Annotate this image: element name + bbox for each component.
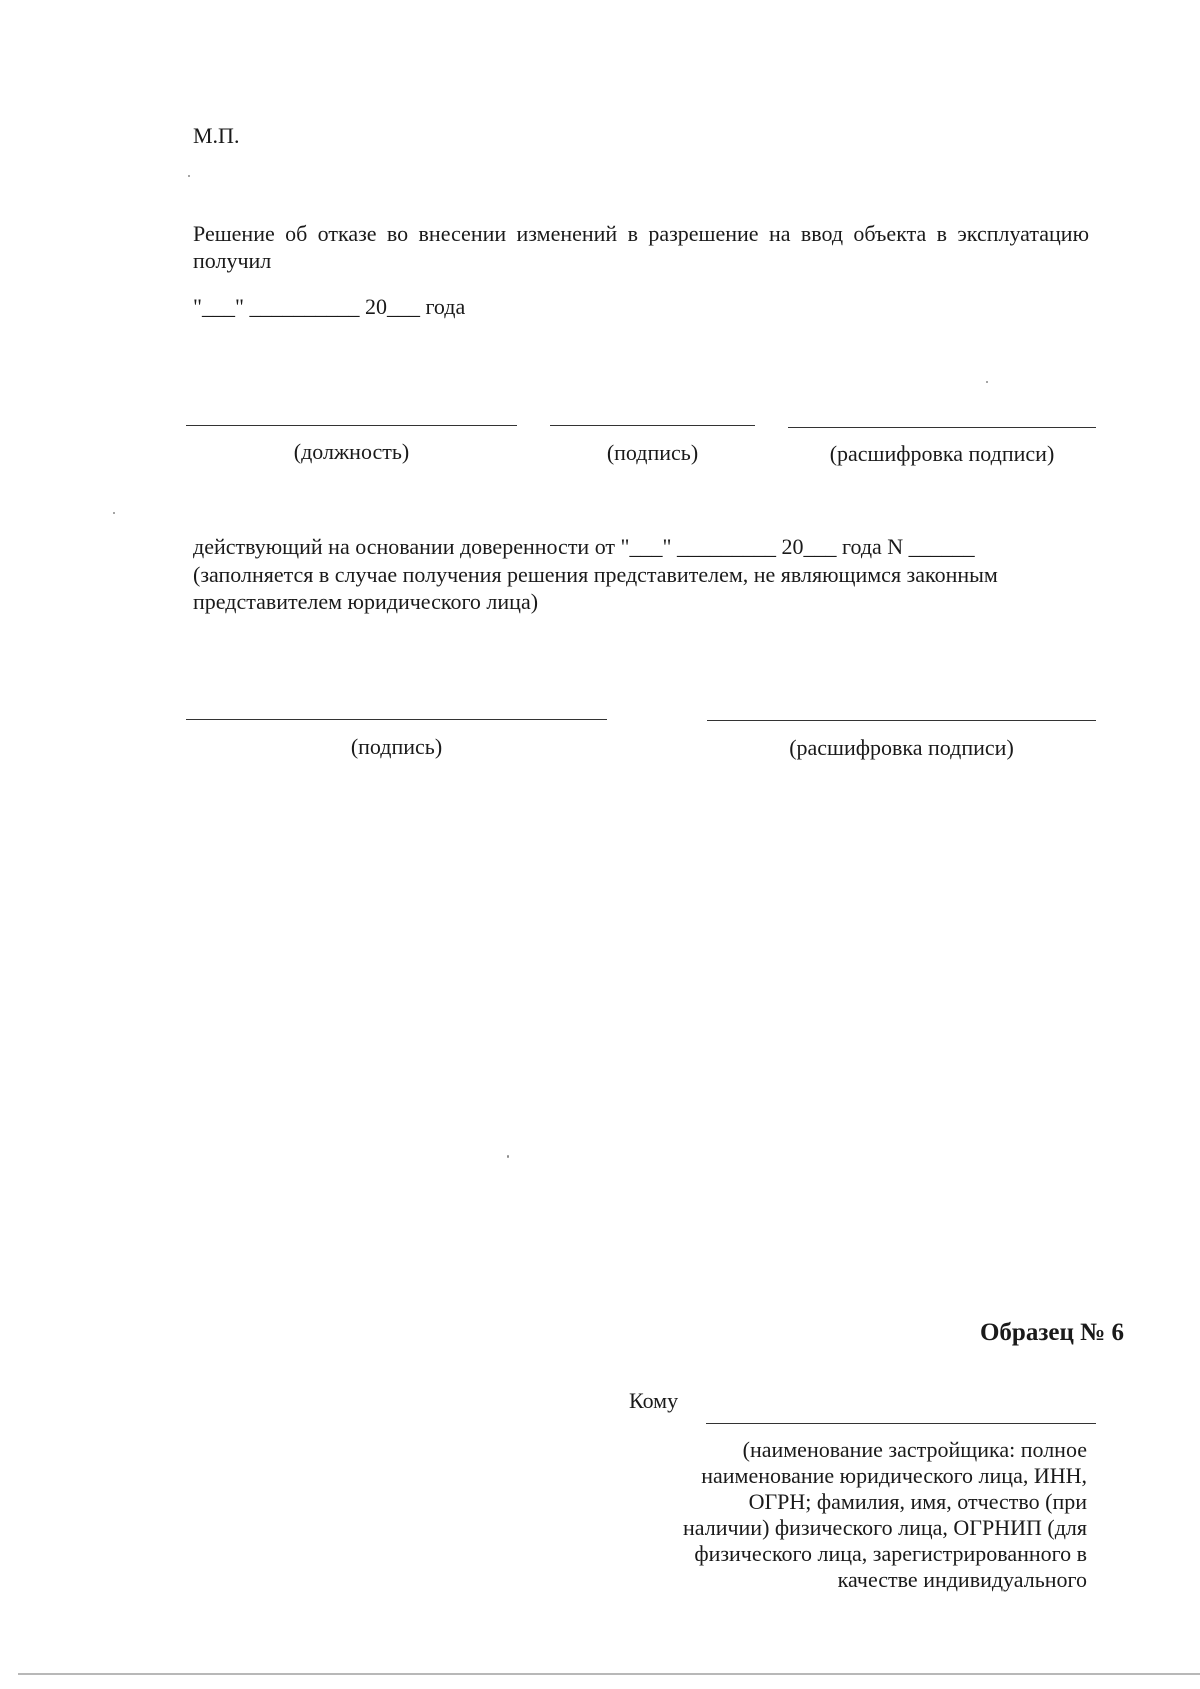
proxy-note-line-1: (заполняется в случае получения решения представителем, не являющимся законным — [193, 562, 998, 587]
proxy-note-line-2: представителем юридического лица) — [193, 589, 539, 614]
decryption-caption: (расшифровка подписи) — [829, 441, 1055, 466]
receipt-date-line: "___" __________ 20___ года — [193, 294, 466, 319]
recipient-description-line-4: наличии) физического лица, ОГРНИП (для — [682, 1515, 1087, 1540]
recipient-description-line-3: ОГРН; фамилия, имя, отчество (при — [748, 1489, 1087, 1514]
position-caption: (должность) — [293, 439, 410, 464]
decryption-caption-2: (расшифровка подписи) — [789, 735, 1014, 760]
scan-speck — [113, 512, 115, 514]
scan-speck — [188, 175, 190, 177]
signature-caption-2: (подпись) — [350, 734, 443, 759]
position-line — [186, 425, 517, 426]
proxy-basis-line: действующий на основании доверенности от "___" _________ 20___ года N ______ — [193, 534, 975, 559]
decryption-line-2 — [707, 720, 1096, 721]
recipient-description-line-2: наименование юридического лица, ИНН, — [701, 1463, 1087, 1488]
signature-caption: (подпись) — [606, 440, 699, 465]
recipient-description-line-6: качестве индивидуального — [837, 1567, 1087, 1592]
recipient-description-line-1: (наименование застройщика: полное — [742, 1437, 1087, 1462]
recipient-description-line-5: физического лица, зарегистрированного в — [694, 1541, 1087, 1566]
page-bottom-edge — [18, 1673, 1200, 1675]
decryption-line — [788, 427, 1096, 428]
recipient-line — [706, 1423, 1096, 1424]
sample-number-title: Образец № 6 — [979, 1319, 1124, 1346]
scan-speck — [507, 1155, 509, 1158]
recipient-label: Кому — [629, 1388, 679, 1413]
signature-line — [550, 425, 755, 426]
signature-line-2 — [186, 719, 607, 720]
stamp-place-label: М.П. — [193, 123, 240, 148]
decision-received-text: Решение об отказе во внесении изменений в разрешение на ввод объекта в эксплуатацию получил — [193, 221, 1089, 273]
scan-speck — [986, 381, 988, 383]
